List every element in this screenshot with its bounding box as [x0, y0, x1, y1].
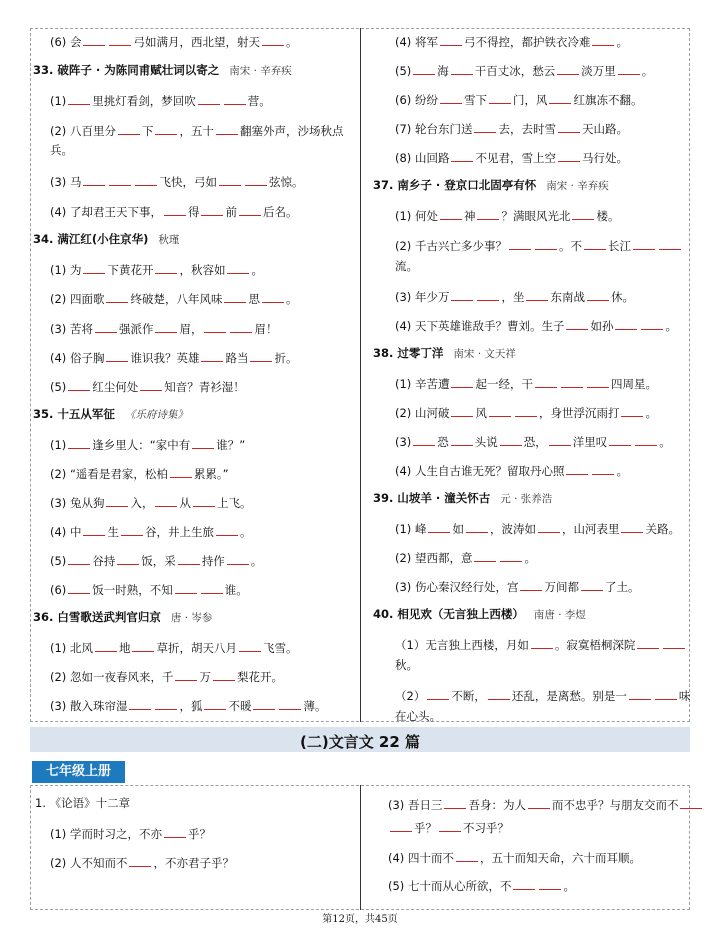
fill-line: (7) 轮台东门送 去，去时雪 天山路。: [395, 122, 628, 136]
answer-blank: [535, 238, 557, 250]
poem-title: 33. 破阵子 · 为陈同甫赋壮词以寄之 南宋 · 辛弃疾: [33, 63, 292, 77]
answer-blank: [193, 495, 215, 507]
answer-blank: [451, 289, 473, 301]
fill-line: (1) 学而时习之，不亦 乎？: [50, 827, 211, 841]
answer-blank: [621, 405, 643, 417]
answer-blank: [549, 92, 571, 104]
answer-blank: [83, 262, 105, 274]
fill-line: 在心头。: [395, 709, 441, 723]
answer-blank: [629, 688, 651, 700]
fill-line: (4) 中 生 谷，井上生旅 。: [50, 525, 252, 539]
page-footer: 第12页，共45页: [322, 914, 398, 925]
answer-blank: [637, 637, 659, 649]
answer-blank: [68, 437, 90, 449]
answer-blank: [413, 63, 435, 75]
answer-blank: [439, 820, 461, 832]
answer-blank: [175, 582, 197, 594]
fill-line: (5) 海 干百丈冰，愁云 淡万里 。: [395, 64, 654, 78]
answer-blank: [106, 291, 128, 303]
answer-blank: [531, 637, 553, 649]
answer-blank: [466, 521, 488, 533]
answer-blank: [204, 321, 226, 333]
answer-blank: [477, 289, 499, 301]
answer-blank: [451, 434, 473, 446]
fill-line: (5) 红尘何处 知音？青衫湿！: [50, 380, 245, 394]
answer-blank: [201, 582, 223, 594]
answer-blank: [68, 379, 90, 391]
answer-blank: [474, 550, 496, 562]
answer-blank: [440, 208, 462, 220]
answer-blank: [451, 376, 473, 388]
fill-line: (1) 峰 如 ，波涛如 ，山河表里 关路。: [395, 522, 680, 536]
fill-line: (2) 忽如一夜春风来，千 万 梨花开。: [50, 670, 283, 684]
answer-blank: [117, 553, 139, 565]
answer-blank: [68, 582, 90, 594]
answer-blank: [427, 688, 449, 700]
answer-blank: [155, 698, 177, 710]
fill-line: (1) 逢乡里人：“家中有 谁？”: [50, 438, 246, 452]
fill-line: 流。: [395, 259, 418, 273]
fill-line: （1）无言独上西楼，月如 。寂寞梧桐深院: [395, 637, 687, 652]
answer-blank: [230, 321, 252, 333]
answer-blank: [227, 553, 249, 565]
fill-line: (3) 年少万 ，坐 东南战 休。: [395, 290, 634, 304]
answer-blank: [557, 63, 579, 75]
answer-blank: [68, 553, 90, 565]
fill-line: (1) 何处 神 ？满眼风光北 楼。: [395, 209, 620, 223]
answer-blank: [262, 291, 284, 303]
fill-line: (8) 山回路 不见君，雪上空 马行处。: [395, 151, 628, 165]
answer-blank: [444, 797, 466, 809]
fill-line: (6) 纷纷 雪下 门，风 红旗冻不翻。: [395, 93, 643, 107]
answer-blank: [170, 466, 192, 478]
poem-title: 38. 过零丁洋 南宋 · 文天祥: [373, 346, 516, 360]
answer-blank: [440, 92, 462, 104]
fill-line: （2） 不断， 还乱，是离愁。别是一 味: [395, 689, 691, 703]
answer-blank: [140, 379, 162, 391]
answer-blank: [216, 524, 238, 536]
answer-blank: [198, 93, 220, 105]
answer-blank: [224, 291, 246, 303]
fill-line: (3) 散入珠帘湿 ，狐 不暖 薄。: [50, 699, 327, 713]
fill-line: (4) 俗子胸 谁识我？英雄 路当 折。: [50, 351, 298, 365]
answer-blank: [68, 93, 90, 105]
answer-blank: [213, 669, 235, 681]
answer-blank: [456, 850, 478, 862]
answer-blank: [253, 698, 275, 710]
fill-line: (2) 人不知而不 ，不亦君子乎？: [50, 856, 234, 870]
answer-blank: [558, 150, 580, 162]
fill-line: (2) 山河破 风 ，身世浮沉雨打 。: [395, 406, 657, 420]
fill-line: (2) 四面歌 终破楚，八年风味 思 。: [50, 292, 298, 306]
fill-line: (4) 天下英雄谁敌手？曹刘。生子 如孙 。: [395, 319, 677, 333]
fill-line: (4) 四十而不 ，五十而知天命，六十而耳顺。: [388, 851, 641, 865]
answer-blank: [474, 121, 496, 133]
answer-blank: [659, 238, 681, 250]
answer-blank: [440, 34, 462, 46]
grade-tag: 七年级上册: [32, 761, 125, 783]
fill-line: (3) 恐 头说 恐， 洋里叹 。: [395, 435, 671, 449]
answer-blank: [224, 93, 246, 105]
answer-blank: [515, 405, 537, 417]
answer-blank: [95, 321, 117, 333]
answer-blank: [155, 262, 177, 274]
answer-blank: [428, 521, 450, 533]
answer-blank: [245, 174, 267, 186]
answer-blank: [520, 579, 542, 591]
answer-blank: [621, 521, 643, 533]
fill-line: (1) 辛苦遭 起一经，干 四周星。: [395, 377, 657, 391]
fill-line: (3) 伤心秦汉经行处，宫 万间都 了土。: [395, 580, 640, 594]
answer-blank: [164, 826, 186, 838]
answer-blank: [129, 855, 151, 867]
answer-blank: [106, 495, 128, 507]
fill-line: (6) 会 弓如满月，西北望，射天 。: [50, 35, 298, 49]
section-title: (二)文言文 22 篇: [299, 733, 421, 751]
answer-blank: [250, 350, 272, 362]
answer-blank: [489, 405, 511, 417]
poem-title: 40. 相见欢（无言独上西楼） 南唐 · 李煜: [373, 607, 586, 621]
answer-blank: [500, 434, 522, 446]
fill-line: (6) 饭一时熟，不知 谁。: [50, 583, 248, 597]
answer-blank: [175, 669, 197, 681]
answer-blank: [451, 63, 473, 75]
fill-line: (1) 里挑灯看剑，梦回吹 营。: [50, 94, 271, 108]
answer-blank: [572, 208, 594, 220]
answer-blank: [592, 463, 614, 475]
answer-blank: [549, 434, 571, 446]
fill-line: (3) 马 飞快，弓如 弦惊。: [50, 175, 304, 189]
answer-blank: [513, 878, 535, 890]
answer-blank: [95, 640, 117, 652]
fill-line: (5) 谷持 饭，采 持作 。: [50, 554, 263, 568]
answer-blank: [641, 318, 663, 330]
answer-blank: [500, 550, 522, 562]
answer-blank: [609, 434, 631, 446]
answer-blank: [155, 495, 177, 507]
fill-line: (2) 望西都，意 。: [395, 551, 536, 565]
answer-blank: [618, 63, 640, 75]
section-header-bar: [30, 727, 690, 752]
fill-line: (4) 将军 弓不得控，都护铁衣冷难 。: [395, 35, 628, 49]
answer-blank: [488, 688, 510, 700]
poem-title: 35. 十五从军征 《乐府诗集》: [33, 407, 188, 421]
answer-blank: [155, 321, 177, 333]
answer-blank: [118, 123, 140, 135]
answer-blank: [178, 553, 200, 565]
answer-blank: [239, 204, 261, 216]
answer-blank: [561, 376, 583, 388]
answer-blank: [558, 121, 580, 133]
answer-blank: [489, 92, 511, 104]
answer-blank: [201, 204, 223, 216]
fill-line: (3) 吾日三 吾身：为人 而不忠乎？与朋友交而不: [388, 797, 704, 812]
answer-blank: [129, 698, 151, 710]
answer-blank: [615, 318, 637, 330]
answer-blank: [655, 688, 677, 700]
fill-line: 秋。: [395, 658, 418, 672]
lesson-title: 1. 《论语》十二章: [35, 796, 131, 810]
column-divider: [360, 785, 361, 910]
answer-blank: [528, 797, 550, 809]
fill-line: (1) 为 下黄花开 ，秋容如 。: [50, 263, 263, 277]
answer-blank: [663, 637, 685, 649]
poem-title: 36. 白雪歌送武判官归京 唐 · 岑参: [33, 610, 213, 624]
answer-blank: [262, 34, 284, 46]
answer-blank: [680, 797, 702, 809]
answer-blank: [509, 238, 531, 250]
fill-line: (2) “遥看是君家，松柏 累累。”: [50, 467, 229, 481]
fill-line: (4) 人生自古谁无死？留取丹心照 。: [395, 464, 628, 478]
fill-line: (2) 千古兴亡多少事？ 。不 长江: [395, 238, 683, 253]
answer-blank: [219, 174, 241, 186]
answer-blank: [451, 150, 473, 162]
poem-title: 37. 南乡子 · 登京口北固亭有怀 南宋 · 辛弃疾: [373, 178, 609, 192]
answer-blank: [633, 238, 655, 250]
answer-blank: [192, 437, 214, 449]
answer-blank: [477, 208, 499, 220]
answer-blank: [539, 878, 561, 890]
answer-blank: [451, 405, 473, 417]
fill-line: 兵。: [50, 143, 73, 157]
answer-blank: [121, 524, 143, 536]
answer-blank: [581, 579, 603, 591]
answer-blank: [584, 238, 606, 250]
answer-blank: [239, 640, 261, 652]
answer-blank: [279, 698, 301, 710]
answer-blank: [83, 524, 105, 536]
fill-line: (3) 苦将 强派作 眉， 眉！: [50, 322, 278, 336]
answer-blank: [216, 123, 238, 135]
answer-blank: [566, 318, 588, 330]
answer-blank: [227, 262, 249, 274]
answer-blank: [106, 350, 128, 362]
answer-blank: [135, 174, 157, 186]
answer-blank: [587, 376, 609, 388]
answer-blank: [164, 204, 186, 216]
poem-title: 34. 满江红(小住京华) 秋瑾: [33, 232, 180, 246]
answer-blank: [535, 376, 557, 388]
answer-blank: [155, 123, 177, 135]
answer-blank: [83, 34, 105, 46]
answer-blank: [413, 434, 435, 446]
answer-blank: [83, 174, 105, 186]
answer-blank: [109, 34, 131, 46]
answer-blank: [587, 289, 609, 301]
answer-blank: [635, 434, 657, 446]
answer-blank: [201, 350, 223, 362]
answer-blank: [109, 174, 131, 186]
answer-blank: [592, 34, 614, 46]
fill-line: (4) 了却君王天下事， 得 前 后名。: [50, 205, 298, 219]
column-divider: [360, 28, 361, 722]
fill-line: (2) 八百里分 下 ，五十 翻塞外声，沙场秋点: [50, 124, 344, 138]
answer-blank: [526, 289, 548, 301]
fill-line: (1) 北风 地 草折，胡天八月 飞雪。: [50, 641, 298, 655]
answer-blank: [132, 640, 154, 652]
fill-line: (5) 七十而从心所欲，不 。: [388, 879, 575, 893]
fill-line: 乎？ 不习乎？: [388, 820, 509, 835]
answer-blank: [390, 820, 412, 832]
answer-blank: [204, 698, 226, 710]
answer-blank: [538, 521, 560, 533]
fill-line: (3) 兔从狗 入， 从 上飞。: [50, 496, 252, 510]
poem-title: 39. 山坡羊 · 潼关怀古 元 · 张养浩: [373, 491, 553, 505]
answer-blank: [566, 463, 588, 475]
